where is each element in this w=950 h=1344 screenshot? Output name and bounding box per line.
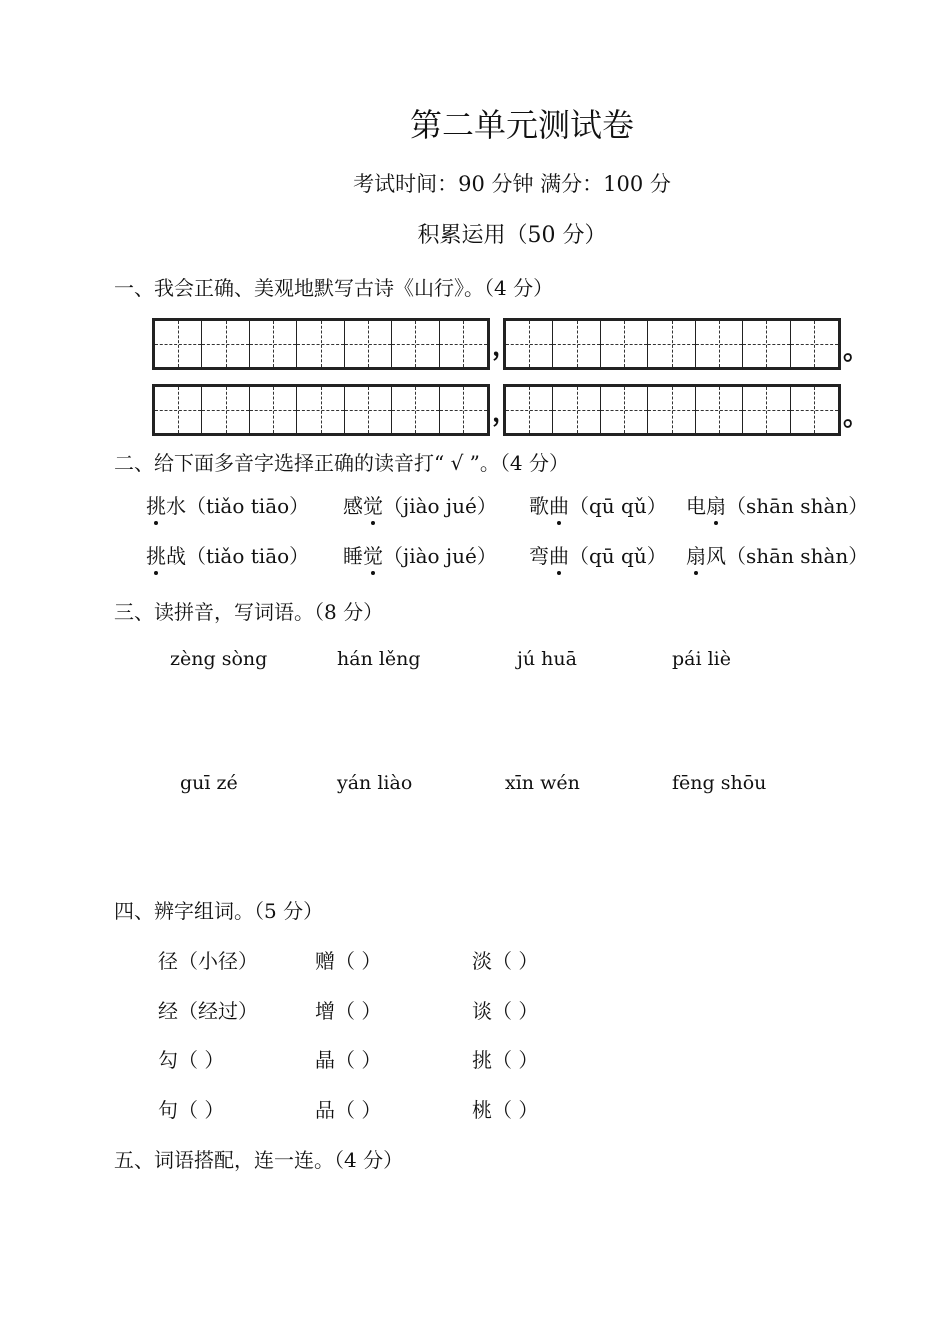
- pinyin-prompt: fēng shōu: [672, 772, 767, 794]
- target-char: 扇: [706, 490, 726, 519]
- writing-grid-2a[interactable]: [152, 384, 490, 436]
- pinyin-prompt: zèng sòng: [170, 648, 268, 670]
- word-item[interactable]: 挑（ ）: [472, 1048, 539, 1072]
- period-mark: 。: [843, 336, 870, 366]
- pinyin-prompt: jú huā: [517, 648, 577, 670]
- question-3-heading: 三、读拼音，写词语。（8 分）: [114, 600, 384, 624]
- pinyin-prompt: yán liào: [337, 772, 413, 794]
- writing-grid-1a[interactable]: [152, 318, 490, 370]
- polyphone-item: 挑水（tiǎo tiāo）: [146, 490, 309, 519]
- word-item: 径（小径）: [158, 949, 258, 973]
- target-char: 曲: [549, 490, 569, 519]
- pinyin-options[interactable]: （qū qǔ）: [569, 494, 667, 518]
- polyphone-item: 扇风（shān shàn）: [686, 540, 868, 569]
- pinyin-options[interactable]: （qū qǔ）: [569, 544, 667, 568]
- word-item[interactable]: 晶（ ）: [315, 1048, 382, 1072]
- period-mark: 。: [843, 402, 870, 432]
- word-item[interactable]: 品（ ）: [315, 1098, 382, 1122]
- page-title: 第二单元测试卷: [409, 106, 634, 144]
- target-char: 曲: [549, 540, 569, 569]
- target-char: 挑: [146, 540, 166, 569]
- question-2-heading: 二、给下面多音字选择正确的读音打“ √ ”。（4 分）: [114, 451, 569, 475]
- word-item: 经（经过）: [158, 999, 258, 1023]
- pinyin-prompt: xīn wén: [505, 772, 580, 794]
- exam-info: 考试时间：90 分钟 满分：100 分: [353, 172, 671, 196]
- word-item[interactable]: 赠（ ）: [315, 949, 382, 973]
- pinyin-options[interactable]: （shān shàn）: [726, 544, 869, 568]
- question-4-heading: 四、辨字组词。（5 分）: [114, 899, 324, 923]
- writing-grid-1b[interactable]: [503, 318, 841, 370]
- target-char: 觉: [363, 490, 383, 519]
- question-1-heading: 一、我会正确、美观地默写古诗《山行》。（4 分）: [114, 276, 554, 300]
- pinyin-options[interactable]: （tiǎo tiāo）: [186, 544, 310, 568]
- comma-mark: ，: [492, 332, 519, 362]
- word-item[interactable]: 淡（ ）: [472, 949, 539, 973]
- target-char: 扇: [686, 540, 706, 569]
- pinyin-prompt: guī zé: [180, 772, 238, 794]
- pinyin-options[interactable]: （jiào jué）: [383, 544, 497, 568]
- target-char: 挑: [146, 490, 166, 519]
- writing-grid-2b[interactable]: [503, 384, 841, 436]
- comma-mark: ，: [492, 398, 519, 428]
- word-item[interactable]: 谈（ ）: [472, 999, 539, 1023]
- pinyin-options[interactable]: （shān shàn）: [726, 494, 869, 518]
- polyphone-item: 睡觉（jiào jué）: [343, 540, 497, 569]
- section-title: 积累运用（50 分）: [417, 223, 607, 248]
- polyphone-item: 电扇（shān shàn）: [686, 490, 868, 519]
- pinyin-prompt: hán lěng: [337, 648, 421, 670]
- pinyin-options[interactable]: （tiǎo tiāo）: [186, 494, 310, 518]
- polyphone-item: 歌曲（qū qǔ）: [529, 490, 667, 519]
- polyphone-item: 挑战（tiǎo tiāo）: [146, 540, 309, 569]
- word-item[interactable]: 句（ ）: [158, 1098, 225, 1122]
- word-item[interactable]: 增（ ）: [315, 999, 382, 1023]
- word-item[interactable]: 勾（ ）: [158, 1048, 225, 1072]
- polyphone-item: 感觉（jiào jué）: [343, 490, 497, 519]
- question-5-heading: 五、词语搭配，连一连。（4 分）: [114, 1148, 404, 1172]
- polyphone-item: 弯曲（qū qǔ）: [529, 540, 667, 569]
- word-item[interactable]: 桃（ ）: [472, 1098, 539, 1122]
- target-char: 觉: [363, 540, 383, 569]
- pinyin-prompt: pái liè: [672, 648, 732, 670]
- pinyin-options[interactable]: （jiào jué）: [383, 494, 497, 518]
